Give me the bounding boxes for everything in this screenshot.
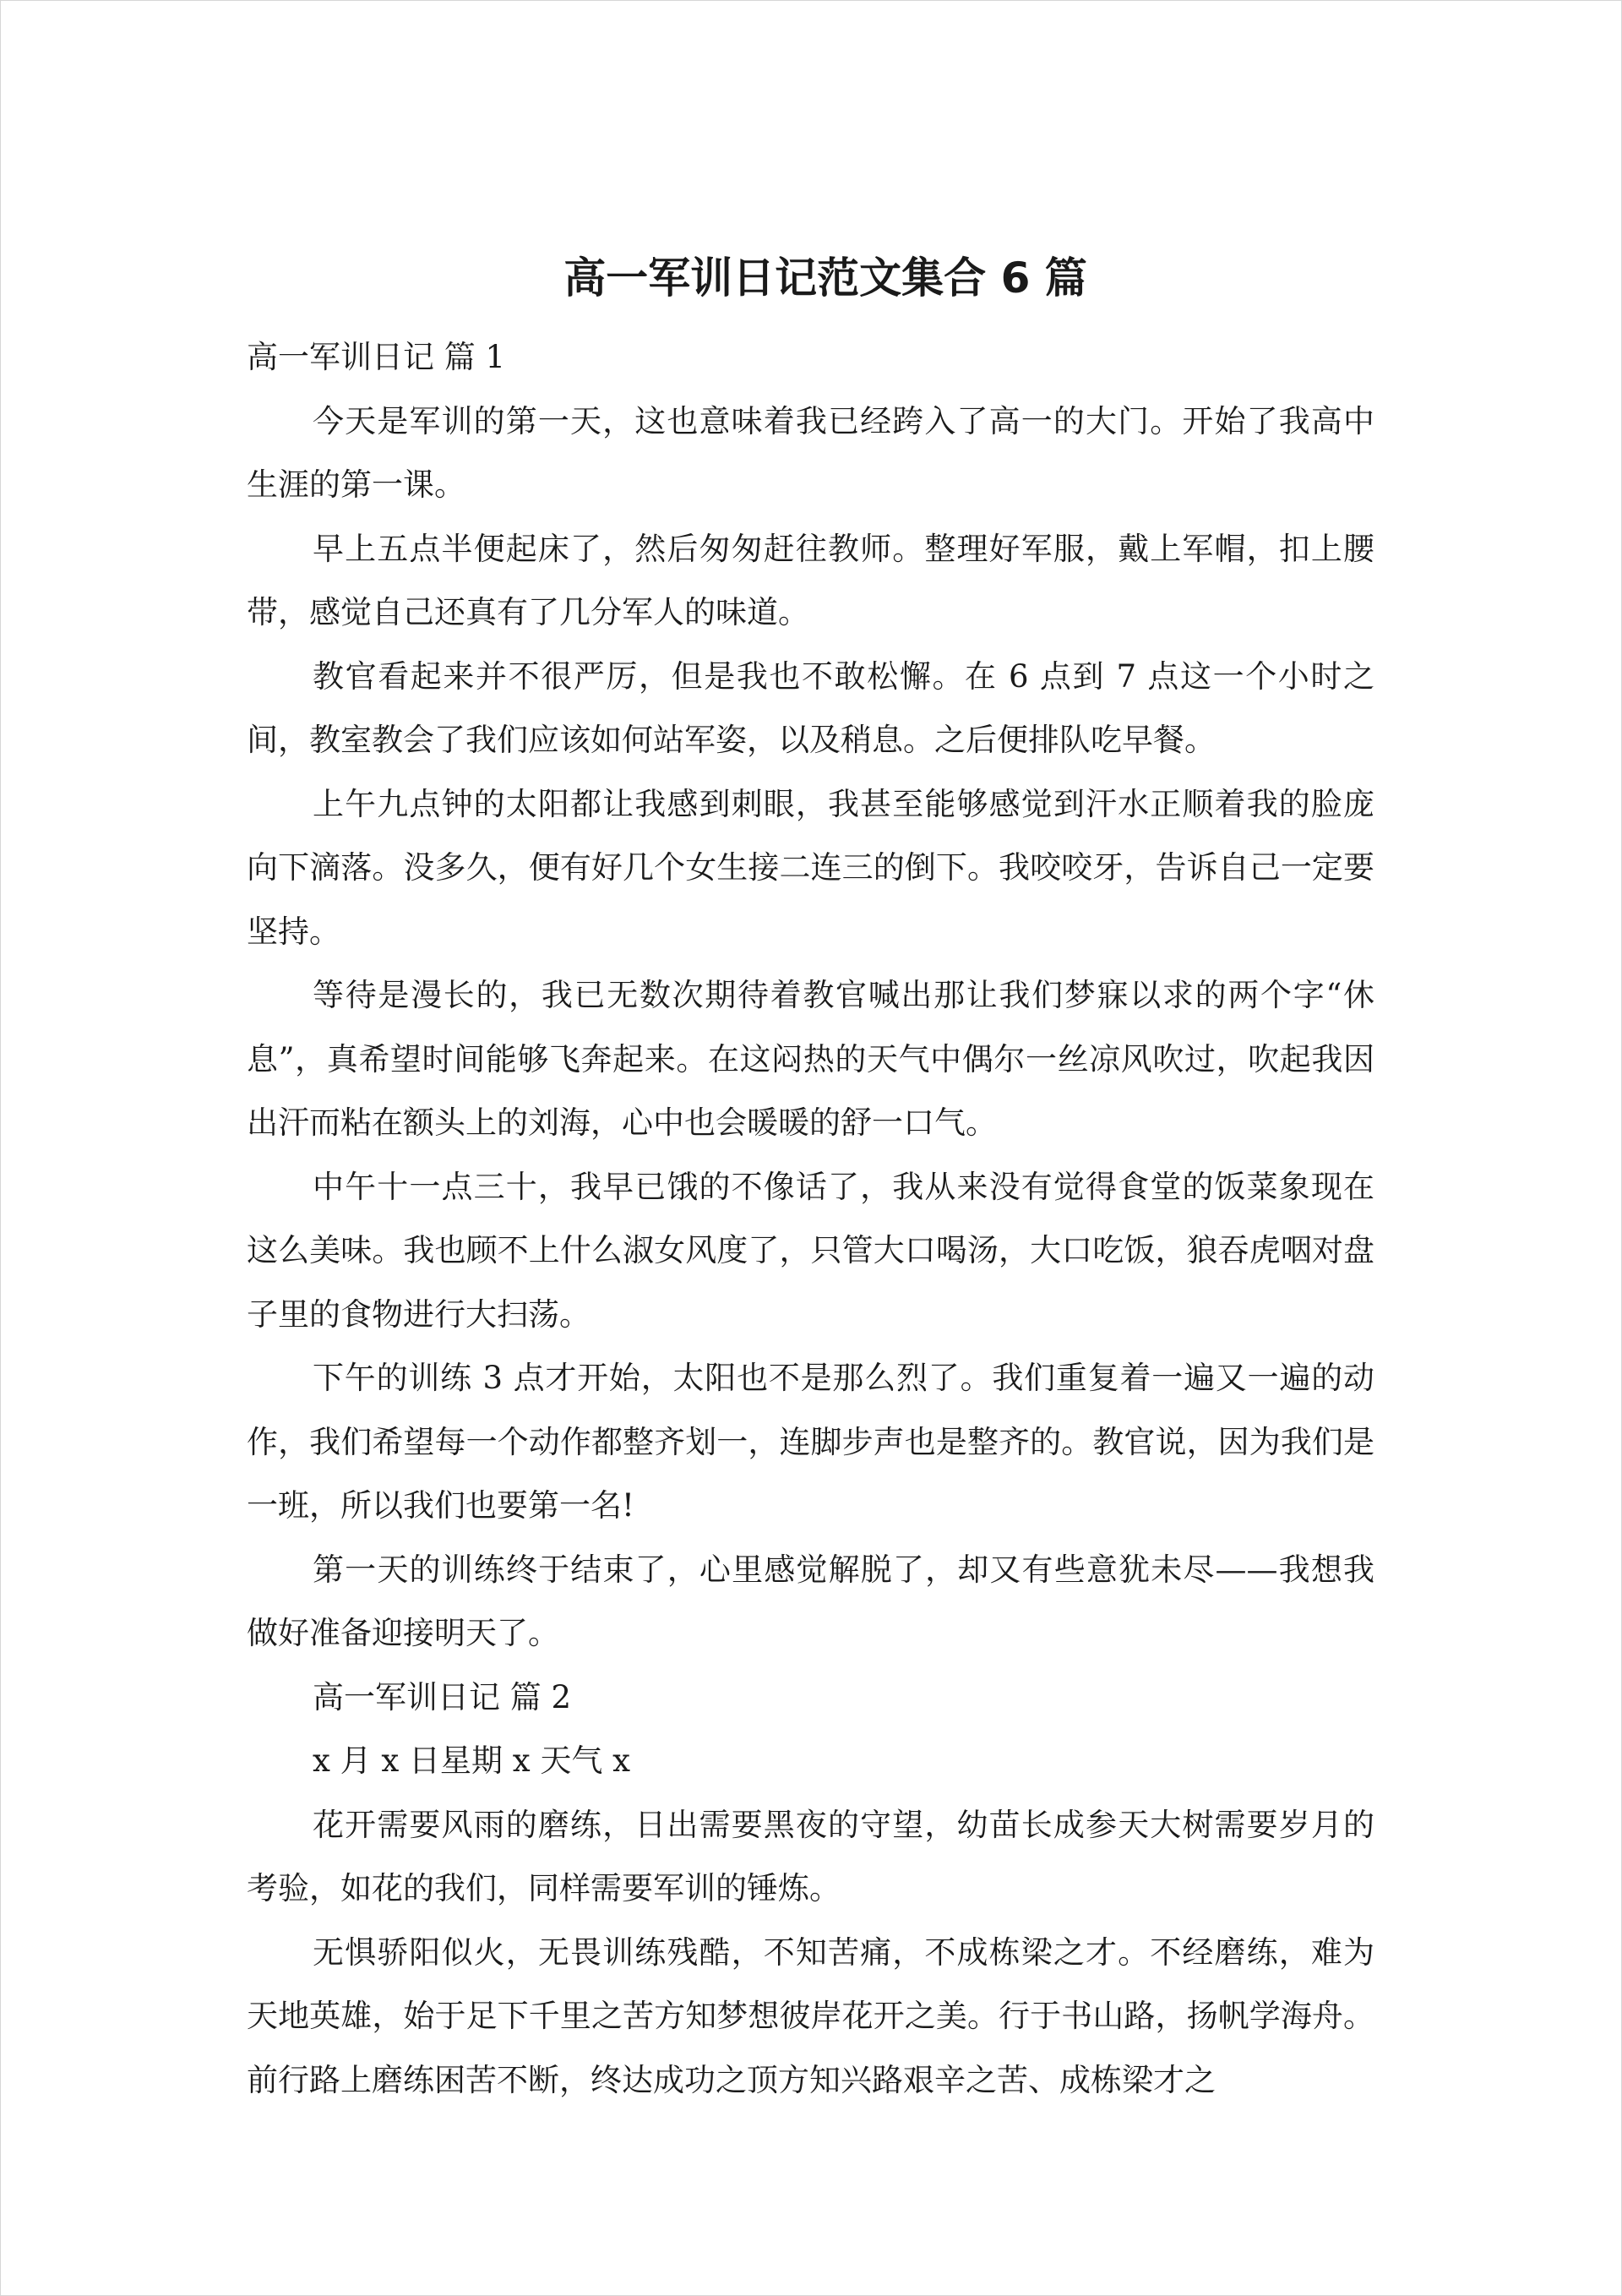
paragraph-list [247, 325, 1374, 2112]
paragraph: 第一天的训练终于结束了，心里感觉解脱了，却又有些意犹未尽——我想我做好准备迎接明天了。 [247, 1551, 1374, 1651]
paragraph: 无惧骄阳似火，无畏训练残酷，不知苦痛，不成栋梁之才。不经磨练，难为天地英雄，始于足下千里之苦方知梦想彼岸花开之美。行于书山路，扬帆学海舟。前行路上磨练困苦不断，终达成功之顶方知兴路艰辛之苦、成栋梁才之 [247, 1933, 1374, 2098]
paragraph: 花开需要风雨的磨练，日出需要黑夜的守望，幼苗长成参天大树需要岁月的考验，如花的我们，同样需要军训的锤炼。 [247, 1806, 1374, 1906]
document-title: 高一军训日记范文集合 6 篇 [563, 254, 1087, 303]
paragraph: 中午十一点三十，我早已饿的不像话了，我从来没有觉得食堂的饭菜象现在这么美味。我也顾不上什么淑女风度了，只管大口喝汤，大口吃饭，狼吞虎咽对盘子里的食物进行大扫荡。 [247, 1168, 1374, 1333]
paragraph: 等待是漫长的，我已无数次期待着教官喊出那让我们梦寐以求的两个字“休息”，真希望时间能够飞奔起来。在这闷热的天气中偶尔一丝凉风吹过，吹起我因出汗而粘在额头上的刘海，心中也会暖暖的舒一口气。 [247, 977, 1374, 1141]
paragraph: x 月 x 日星期 x 天气 x [313, 1742, 631, 1779]
paragraph: 高一军训日记 篇 2 [313, 1678, 572, 1715]
paragraph: 高一军训日记 篇 1 [247, 339, 506, 375]
paragraph: 上午九点钟的太阳都让我感到刺眼，我甚至能够感觉到汗水正顺着我的脸庞向下滴落。没多久，便有好几个女生接二连三的倒下。我咬咬牙，告诉自己一定要坚持。 [247, 785, 1374, 950]
paragraph: 今天是军训的第一天，这也意味着我已经跨入了高一的大门。开始了我高中生涯的第一课。 [247, 402, 1374, 503]
paragraph: 下午的训练 3 点才开始，太阳也不是那么烈了。我们重复着一遍又一遍的动作，我们希望每一个动作都整齐划一，连脚步声也是整齐的。教官说，因为我们是一班，所以我们也要第一名! [247, 1360, 1374, 1524]
paragraph: 早上五点半便起床了，然后匆匆赶往教师。整理好军服，戴上军帽，扣上腰带，感觉自己还真有了几分军人的味道。 [247, 530, 1374, 630]
document-body [247, 246, 1374, 2112]
paragraph: 教官看起来并不很严厉，但是我也不敢松懈。在 6 点到 7 点这一个小时之间，教室教会了我们应该如何站军姿，以及稍息。之后便排队吃早餐。 [247, 657, 1374, 758]
